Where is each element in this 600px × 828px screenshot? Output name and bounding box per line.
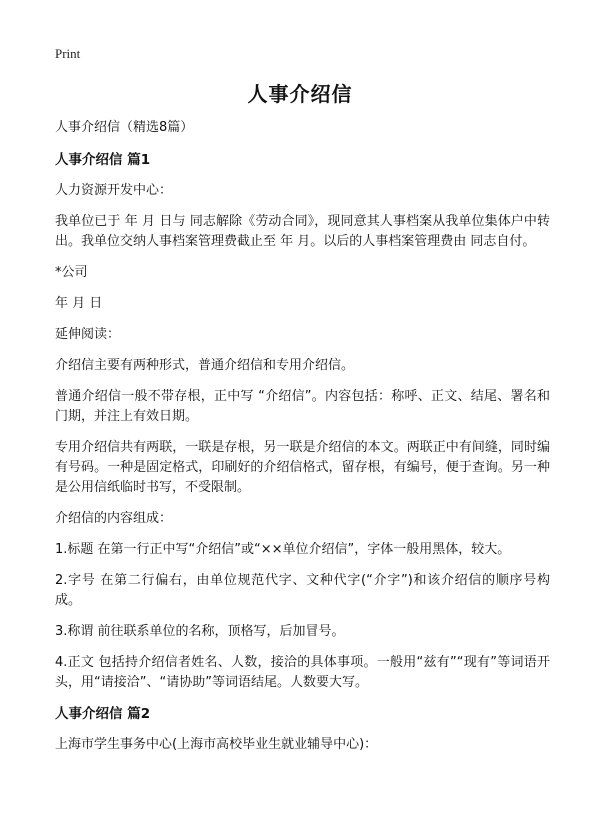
section-heading-1: 人事介绍信 篇1 <box>55 152 151 168</box>
paragraph: 3.称谓 前往联系单位的名称，顶格写，后加冒号。 <box>55 624 345 639</box>
paragraph: 介绍信主要有两种形式，普通介绍信和专用介绍信。 <box>55 358 355 373</box>
document-body <box>55 118 550 766</box>
paragraph: 我单位已于 年 月 日与 同志解除《劳动合同》，现同意其人事档案从我单位集体户中转出。我单位交纳人事档案管理费截止至 年 月。以后的人事档案管理费由 同志自付。 <box>55 214 550 249</box>
paragraph: 介绍信的内容组成： <box>55 511 173 526</box>
paragraph: 4.正文 包括持介绍信者姓名、人数，接洽的具体事项。一般用“兹有”“现有”等词语开头，用“请接洽”、“请协助”等词语结尾。人数要大写。 <box>55 655 550 690</box>
paragraph: 普通介绍信一般不带存根，正中写 “介绍信”。内容包括：称呼、正文、结尾、署名和门期，并注上有效日期。 <box>55 389 550 424</box>
document-title: 人事介绍信 <box>247 82 353 106</box>
paragraph: *公司 <box>55 265 88 280</box>
paragraph: 人力资源开发中心： <box>55 183 173 198</box>
paragraph: 延伸阅读： <box>55 327 121 342</box>
paragraph: 专用介绍信共有两联，一联是存根，另一联是介绍信的本文。两联正中有间缝，同时编有号码。一种是固定格式，印刷好的介绍信格式，留存根，有编号，便于查询。另一种是公用信纸临时书写，不受限制。 <box>55 440 550 495</box>
paragraph: 1.标题 在第一行正中写“介绍信”或“××单位介绍信”，字体一般用黑体，较大。 <box>55 542 511 557</box>
paragraph: 年 月 日 <box>55 296 103 311</box>
paragraph: 上海市学生事务中心(上海市高校毕业生就业辅导中心)： <box>55 737 378 752</box>
document-subtitle: 人事介绍信（精选8篇） <box>55 120 194 135</box>
print-label: Print <box>55 46 81 61</box>
paragraph: 2.字号 在第二行偏右，由单位规范代字、文种代字(“介字”)和该介绍信的顺序号构成。 <box>55 573 550 608</box>
section-heading-2: 人事介绍信 篇2 <box>55 706 151 722</box>
